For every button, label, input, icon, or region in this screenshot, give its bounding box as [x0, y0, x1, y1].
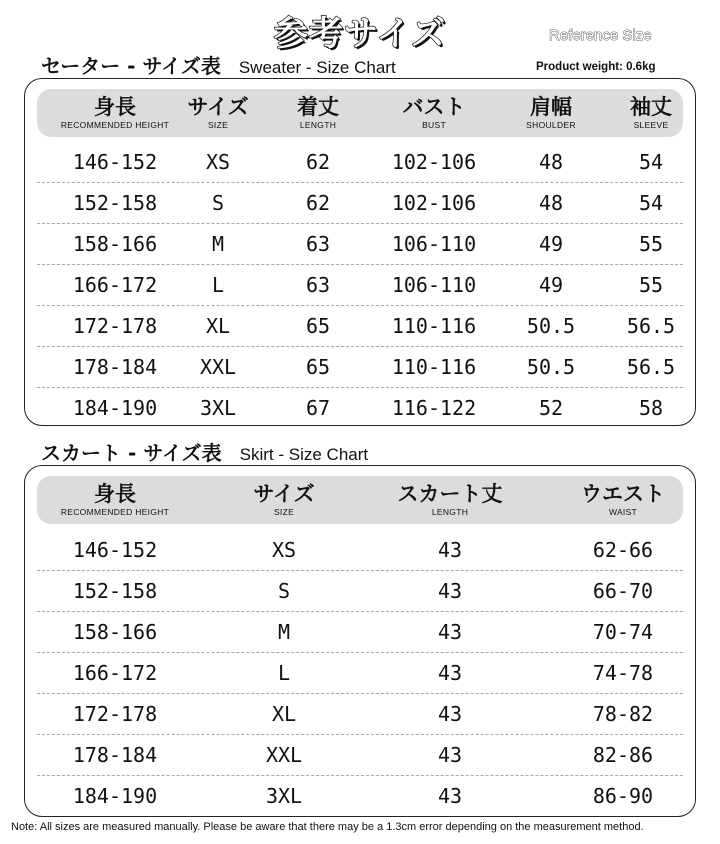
- table-cell: M: [211, 232, 225, 256]
- column-header-en: WAIST: [608, 507, 638, 517]
- page-title: 参考サイズ: [273, 14, 447, 54]
- table-cell: 54: [638, 191, 664, 215]
- column-header: [224, 476, 344, 524]
- table-row: [37, 388, 683, 429]
- table-cell: 166-172: [72, 273, 158, 297]
- table-cell: XS: [205, 150, 231, 174]
- table-cell: 43: [437, 538, 463, 562]
- table-row: [37, 653, 683, 694]
- table-cell: M: [277, 620, 291, 644]
- table-cell: 48: [538, 191, 564, 215]
- table-cell: 178-184: [72, 743, 158, 767]
- table-cell: 62-66: [592, 538, 654, 562]
- table-cell: 3XL: [265, 784, 303, 808]
- table-cell: 43: [437, 784, 463, 808]
- column-header-jp: バスト: [402, 95, 466, 119]
- skirt-title-jp: スカート - サイズ表: [41, 441, 222, 465]
- column-header: [173, 89, 263, 137]
- sweater-table-header: [37, 89, 683, 137]
- table-cell: 70-74: [592, 620, 654, 644]
- table-cell: 106-110: [391, 232, 477, 256]
- table-row: [37, 265, 683, 306]
- skirt-title-en: Skirt - Size Chart: [239, 445, 369, 464]
- column-header-jp: ウエスト: [581, 482, 665, 506]
- column-header-en: SIZE: [273, 507, 295, 517]
- table-cell: 152-158: [72, 191, 158, 215]
- table-row: [37, 776, 683, 817]
- table-cell: 110-116: [391, 314, 477, 338]
- table-cell: XXL: [199, 355, 237, 379]
- table-cell: 62: [305, 150, 331, 174]
- column-header: [606, 89, 696, 137]
- table-cell: 52: [538, 396, 564, 420]
- column-header-jp: 袖丈: [630, 95, 672, 119]
- table-cell: 166-172: [72, 661, 158, 685]
- column-header: [380, 476, 520, 524]
- table-row: [37, 530, 683, 571]
- table-row: [37, 183, 683, 224]
- table-cell: XS: [271, 538, 297, 562]
- column-header-en: SHOULDER: [526, 120, 576, 130]
- column-header: [558, 476, 688, 524]
- column-header-en: LENGTH: [431, 507, 469, 517]
- table-cell: XL: [205, 314, 231, 338]
- table-cell: 55: [638, 273, 664, 297]
- table-cell: 56.5: [626, 355, 676, 379]
- table-cell: 50.5: [526, 355, 576, 379]
- table-cell: 65: [305, 314, 331, 338]
- table-cell: 102-106: [391, 150, 477, 174]
- table-row: [37, 142, 683, 183]
- sweater-section-title: [41, 50, 396, 79]
- table-cell: 49: [538, 232, 564, 256]
- column-header: [369, 89, 499, 137]
- table-row: [37, 224, 683, 265]
- table-cell: 43: [437, 743, 463, 767]
- column-header-jp: スカート丈: [397, 482, 503, 506]
- table-cell: XL: [271, 702, 297, 726]
- table-cell: 110-116: [391, 355, 477, 379]
- table-cell: 102-106: [391, 191, 477, 215]
- column-header: [45, 476, 185, 524]
- table-cell: 158-166: [72, 620, 158, 644]
- table-cell: 56.5: [626, 314, 676, 338]
- table-cell: 158-166: [72, 232, 158, 256]
- table-cell: 55: [638, 232, 664, 256]
- table-cell: 43: [437, 702, 463, 726]
- table-cell: 74-78: [592, 661, 654, 685]
- column-header-jp: サイズ: [253, 482, 315, 506]
- table-cell: 184-190: [72, 396, 158, 420]
- column-header-en: LENGTH: [299, 120, 337, 130]
- table-cell: L: [277, 661, 291, 685]
- table-cell: 43: [437, 579, 463, 603]
- table-row: [37, 694, 683, 735]
- table-cell: 152-158: [72, 579, 158, 603]
- table-cell: 78-82: [592, 702, 654, 726]
- skirt-table-header: [37, 476, 683, 524]
- measurement-note: Note: All sizes are measured manually. Please be aware that there may be a 1.3cm error depending on the measurement method.: [11, 821, 644, 833]
- column-header-jp: サイズ: [187, 95, 249, 119]
- table-cell: S: [211, 191, 225, 215]
- table-cell: 106-110: [391, 273, 477, 297]
- table-cell: 172-178: [72, 314, 158, 338]
- table-cell: L: [211, 273, 225, 297]
- sweater-title-jp: セーター - サイズ表: [41, 54, 221, 78]
- column-header: [50, 89, 180, 137]
- table-cell: 172-178: [72, 702, 158, 726]
- column-header-en: BUST: [422, 120, 446, 130]
- table-cell: 3XL: [199, 396, 237, 420]
- table-cell: 48: [538, 150, 564, 174]
- table-cell: 49: [538, 273, 564, 297]
- sweater-size-table: [24, 78, 696, 426]
- table-cell: 66-70: [592, 579, 654, 603]
- column-header-en: RECOMMENDED HEIGHT: [60, 507, 170, 517]
- table-cell: 146-152: [72, 538, 158, 562]
- table-cell: 178-184: [72, 355, 158, 379]
- table-cell: S: [277, 579, 291, 603]
- table-cell: 50.5: [526, 314, 576, 338]
- column-header-en: RECOMMENDED HEIGHT: [60, 120, 170, 130]
- table-cell: 63: [305, 273, 331, 297]
- column-header-jp: 身長: [94, 95, 136, 119]
- table-cell: 54: [638, 150, 664, 174]
- table-cell: 67: [305, 396, 331, 420]
- table-cell: 65: [305, 355, 331, 379]
- skirt-section-title: [41, 437, 368, 466]
- table-cell: 63: [305, 232, 331, 256]
- column-header-en: SIZE: [207, 120, 229, 130]
- table-cell: 58: [638, 396, 664, 420]
- table-cell: 43: [437, 620, 463, 644]
- table-row: [37, 571, 683, 612]
- table-cell: 62: [305, 191, 331, 215]
- column-header-jp: 着丈: [297, 95, 339, 119]
- table-row: [37, 735, 683, 776]
- table-cell: 116-122: [391, 396, 477, 420]
- table-cell: 86-90: [592, 784, 654, 808]
- reference-size-label: Reference Size: [549, 27, 652, 44]
- table-row: [37, 347, 683, 388]
- table-cell: 82-86: [592, 743, 654, 767]
- column-header-jp: 肩幅: [530, 95, 572, 119]
- column-header-en: SLEEVE: [633, 120, 669, 130]
- table-cell: 146-152: [72, 150, 158, 174]
- column-header: [273, 89, 363, 137]
- table-row: [37, 612, 683, 653]
- table-cell: 184-190: [72, 784, 158, 808]
- table-cell: XXL: [265, 743, 303, 767]
- sweater-title-en: Sweater - Size Chart: [238, 58, 396, 77]
- column-header-jp: 身長: [94, 482, 136, 506]
- table-row: [37, 306, 683, 347]
- table-cell: 43: [437, 661, 463, 685]
- column-header: [506, 89, 596, 137]
- skirt-size-table: [24, 465, 696, 817]
- product-weight: Product weight: 0.6kg: [536, 61, 656, 73]
